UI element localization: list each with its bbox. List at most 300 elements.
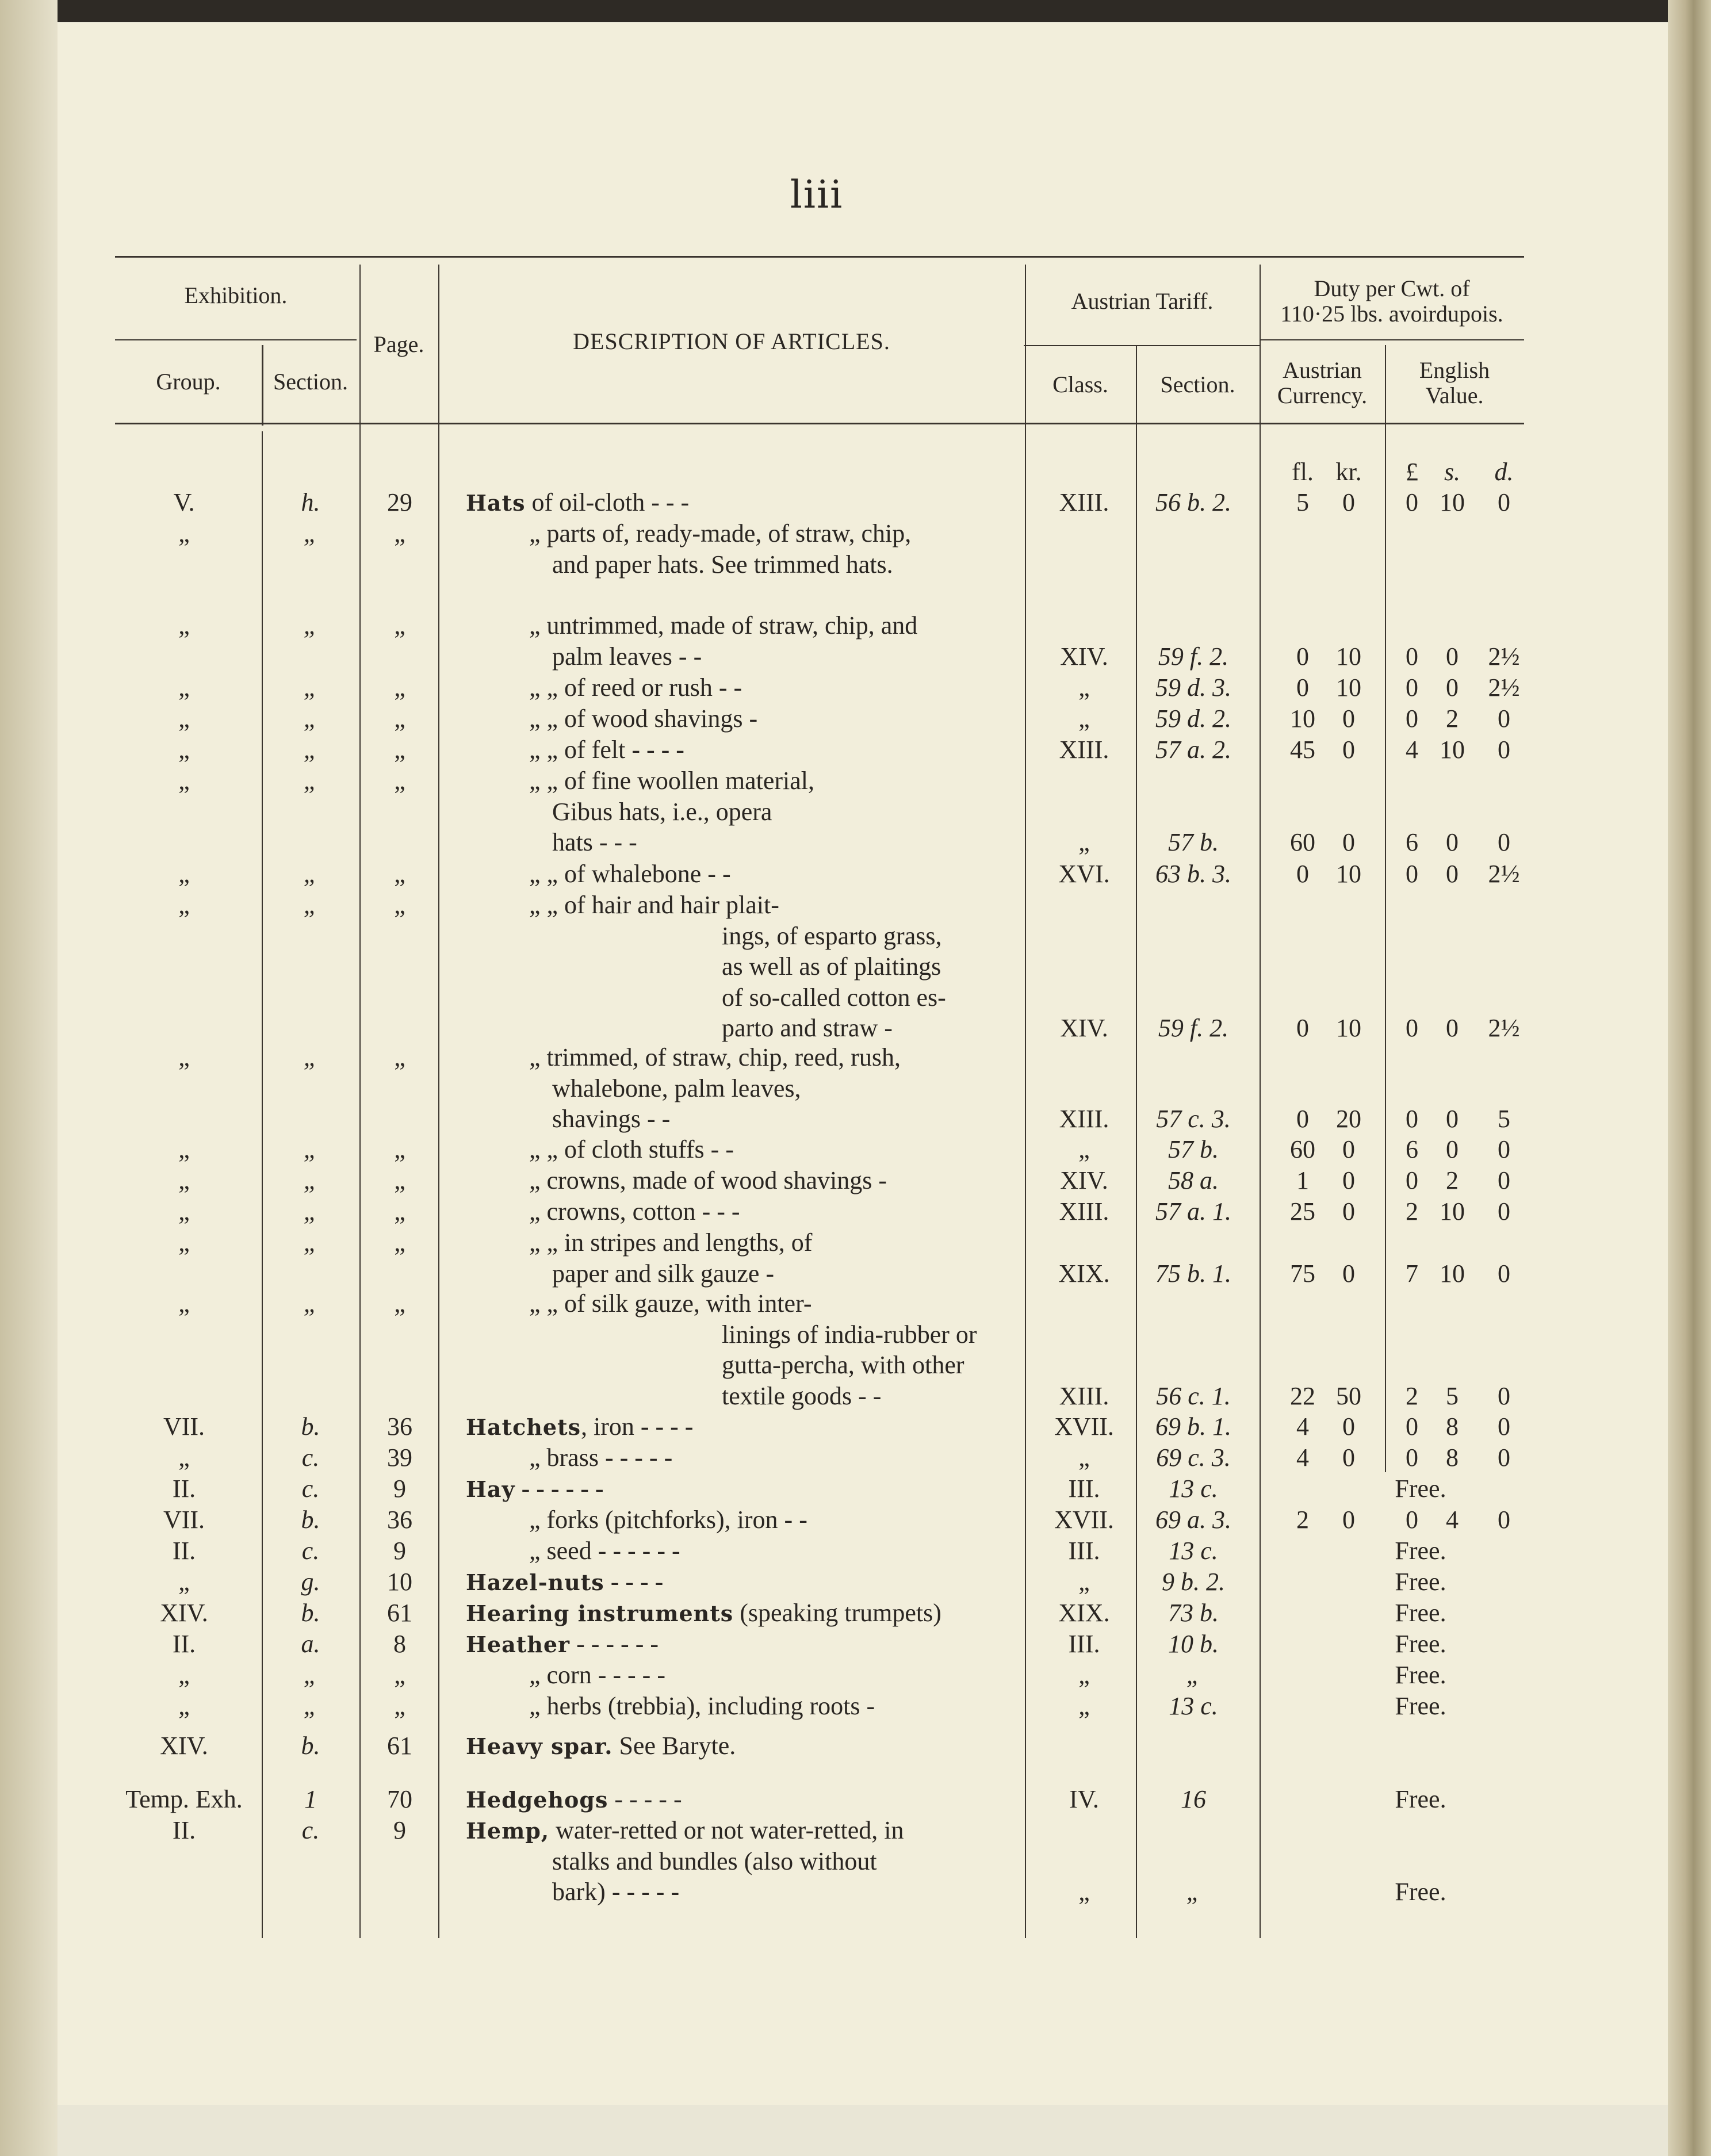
headword: Hay	[466, 1476, 515, 1502]
row-group: Temp. Exh.	[125, 1785, 243, 1813]
row-duty-florins: 60	[1290, 1135, 1315, 1163]
row-description-line: Hearing instruments (speaking trumpets)	[466, 1599, 941, 1627]
table-top-rule	[115, 256, 1524, 258]
row-description-line: Hedgehogs - - - - -	[466, 1785, 682, 1813]
row-section: „	[303, 611, 318, 639]
row-duty-pounds: 0	[1406, 1105, 1418, 1133]
row-duty-kreuzer: 0	[1342, 1166, 1355, 1194]
header-austrian-currency-1: Austrian	[1283, 357, 1362, 383]
row-tariff-section: 13 c.	[1169, 1692, 1218, 1720]
row-duty-florins: 60	[1290, 828, 1315, 856]
header-duty-line1: Duty per Cwt. of	[1314, 275, 1470, 301]
row-duty-florins: 45	[1290, 736, 1315, 764]
row-duty-pence: 0	[1498, 1381, 1510, 1410]
row-page: „	[394, 1692, 405, 1720]
row-page: 61	[387, 1599, 412, 1627]
row-page: 29	[387, 488, 412, 516]
row-description-line: as well as of plaitings	[722, 952, 941, 981]
row-group: „	[178, 1661, 190, 1689]
row-section: b.	[301, 1599, 320, 1627]
row-description-line: „ forks (pitchforks), iron - -	[529, 1506, 807, 1534]
row-tariff-section: „	[1186, 1878, 1201, 1906]
row-tariff-section: 9 b. 2.	[1162, 1568, 1225, 1596]
row-group: II.	[172, 1475, 196, 1503]
row-page: „	[394, 1197, 405, 1226]
row-description-line: of so-called cotton es-	[722, 983, 946, 1012]
row-group: „	[178, 736, 190, 764]
row-section: „	[303, 767, 318, 795]
row-group: „	[178, 1692, 190, 1720]
row-description-line: „ seed - - - - - -	[529, 1537, 680, 1565]
row-duty-kreuzer: 0	[1342, 1197, 1355, 1226]
row-page: „	[394, 767, 405, 795]
row-tariff-class: XVI.	[1058, 860, 1110, 888]
row-tariff-section: 59 f. 2.	[1158, 1014, 1229, 1042]
row-tariff-class: XIX.	[1058, 1259, 1110, 1288]
row-description-line: stalks and bundles (also without	[552, 1847, 877, 1875]
row-description-line: „ „ of wood shavings -	[529, 704, 758, 733]
row-duty-florins: 5	[1296, 488, 1309, 516]
row-description-line: whalebone, palm leaves,	[552, 1074, 801, 1102]
row-duty-kreuzer: 0	[1342, 828, 1355, 856]
row-duty-free: Free.	[1395, 1475, 1446, 1503]
row-duty-shillings: 10	[1440, 488, 1465, 516]
row-section: „	[303, 736, 318, 764]
row-duty-pounds: 0	[1406, 1014, 1418, 1042]
row-page: 10	[387, 1568, 412, 1596]
row-tariff-class: „	[1078, 1692, 1090, 1720]
row-tariff-section: 56 b. 2.	[1155, 488, 1231, 516]
row-description-line: ings, of esparto grass,	[722, 921, 942, 950]
row-page: „	[394, 1166, 405, 1194]
row-description-line: Hemp, water-retted or not water-retted, in	[466, 1816, 904, 1844]
header-section: Section.	[273, 369, 348, 395]
row-duty-free: Free.	[1395, 1630, 1446, 1658]
row-duty-kreuzer: 10	[1336, 642, 1361, 671]
row-tariff-section: 13 c.	[1169, 1537, 1218, 1565]
row-duty-shillings: 8	[1446, 1412, 1459, 1441]
row-duty-pounds: 6	[1406, 1135, 1418, 1163]
row-tariff-section: 59 f. 2.	[1158, 642, 1229, 671]
row-page: „	[394, 1135, 405, 1163]
row-tariff-class: XVII.	[1054, 1412, 1114, 1441]
headword: Hearing instruments	[466, 1600, 734, 1626]
row-page: 39	[387, 1443, 412, 1472]
row-duty-pence: 0	[1498, 1135, 1510, 1163]
row-section: „	[303, 1228, 318, 1257]
row-duty-pounds: 0	[1406, 860, 1418, 888]
row-page: „	[394, 860, 405, 888]
row-duty-free: Free.	[1395, 1661, 1446, 1689]
row-group: V.	[173, 488, 195, 516]
row-section: b.	[301, 1732, 320, 1760]
row-duty-kreuzer: 10	[1336, 1014, 1361, 1042]
row-duty-florins: 22	[1290, 1381, 1315, 1410]
row-group: „	[178, 1197, 190, 1226]
row-group: „	[178, 673, 190, 702]
row-tariff-section: 59 d. 2.	[1155, 704, 1231, 733]
row-duty-pounds: 0	[1406, 704, 1418, 733]
row-tariff-section: 57 a. 1.	[1155, 1197, 1231, 1226]
row-description-line: „ „ of fine woollen material,	[529, 767, 815, 795]
row-page: 8	[393, 1630, 406, 1658]
row-section: „	[303, 519, 318, 547]
row-group: VII.	[163, 1506, 205, 1534]
row-duty-kreuzer: 50	[1336, 1381, 1361, 1410]
row-duty-pence: 0	[1498, 1412, 1510, 1441]
row-description-line: „ herbs (trebbia), including roots -	[529, 1692, 875, 1720]
row-duty-free: Free.	[1395, 1599, 1446, 1627]
row-duty-pence: 0	[1498, 1166, 1510, 1194]
row-duty-pence: 5	[1498, 1105, 1510, 1133]
row-duty-pence: 0	[1498, 736, 1510, 764]
row-section: „	[303, 891, 318, 919]
row-duty-shillings: 2	[1446, 1166, 1459, 1194]
row-tariff-class: XIII.	[1059, 488, 1109, 516]
unit-d: d.	[1494, 458, 1514, 486]
row-tariff-class: XIII.	[1059, 1105, 1109, 1133]
row-description-line: „ „ of reed or rush - -	[529, 673, 742, 702]
row-section: „	[303, 1692, 318, 1720]
row-duty-shillings: 10	[1440, 736, 1465, 764]
row-duty-florins: 25	[1290, 1197, 1315, 1226]
row-duty-kreuzer: 0	[1342, 704, 1355, 733]
row-tariff-class: „	[1078, 1568, 1090, 1596]
row-tariff-section: 56 c. 1.	[1156, 1381, 1231, 1410]
row-duty-florins: 0	[1296, 642, 1309, 671]
row-section: „	[303, 1197, 318, 1226]
header-austrian-tariff: Austrian Tariff.	[1071, 288, 1214, 314]
header-english-value-1: English	[1419, 357, 1490, 383]
row-duty-kreuzer: 10	[1336, 860, 1361, 888]
header-tariff-class: Class.	[1052, 372, 1108, 397]
row-duty-pence: 0	[1498, 1197, 1510, 1226]
row-duty-pence: 2½	[1488, 1014, 1520, 1042]
row-tariff-section: 58 a.	[1168, 1166, 1219, 1194]
row-group: VII.	[163, 1412, 205, 1441]
row-duty-kreuzer: 20	[1336, 1105, 1361, 1133]
row-description-line: „ „ of hair and hair plait-	[529, 891, 779, 919]
row-group: „	[178, 767, 190, 795]
row-page: „	[394, 1661, 405, 1689]
row-description-line: paper and silk gauze -	[552, 1259, 775, 1288]
header-page: Page.	[373, 331, 424, 357]
row-tariff-section: 13 c.	[1169, 1475, 1218, 1503]
row-tariff-class: „	[1078, 1443, 1090, 1472]
row-duty-shillings: 0	[1446, 1014, 1459, 1042]
row-tariff-class: XIV.	[1060, 1166, 1108, 1194]
row-duty-pounds: 0	[1406, 1412, 1418, 1441]
row-duty-pence: 0	[1498, 1506, 1510, 1534]
row-description-line: „ „ in stripes and lengths, of	[529, 1228, 813, 1257]
row-tariff-class: III.	[1068, 1475, 1100, 1503]
row-duty-shillings: 0	[1446, 860, 1459, 888]
row-tariff-section: 73 b.	[1168, 1599, 1219, 1627]
row-duty-florins: 0	[1296, 673, 1309, 702]
row-tariff-class: III.	[1068, 1630, 1100, 1658]
headword: Heather	[466, 1632, 571, 1657]
header-bottom-rule	[115, 423, 1524, 424]
row-description-line: „ untrimmed, made of straw, chip, and	[529, 611, 918, 639]
row-duty-florins: 10	[1290, 704, 1315, 733]
scan-top-edge	[0, 0, 1711, 22]
row-section: b.	[301, 1506, 320, 1534]
row-tariff-section: „	[1186, 1661, 1201, 1689]
row-duty-pounds: 0	[1406, 673, 1418, 702]
row-tariff-class: XVII.	[1054, 1506, 1114, 1534]
row-group: „	[178, 1443, 190, 1472]
row-section: „	[303, 704, 318, 733]
row-duty-florins: 4	[1296, 1443, 1309, 1472]
row-page: 61	[387, 1732, 412, 1760]
row-duty-shillings: 0	[1446, 1135, 1459, 1163]
row-duty-pounds: 4	[1406, 736, 1418, 764]
header-austrian-currency-2: Currency.	[1277, 382, 1368, 408]
row-description-line: and paper hats. See trimmed hats.	[552, 550, 893, 579]
row-description-line: bark) - - - - -	[552, 1878, 680, 1906]
tariff-sub-rule	[1024, 345, 1260, 346]
row-duty-pounds: 7	[1406, 1259, 1418, 1288]
row-duty-shillings: 0	[1446, 1105, 1459, 1133]
row-description-line: linings of india-rubber or	[722, 1320, 977, 1349]
row-group: XIV.	[160, 1732, 208, 1760]
row-tariff-class: „	[1078, 1878, 1090, 1906]
row-duty-shillings: 2	[1446, 704, 1459, 733]
row-section: „	[303, 1135, 318, 1163]
header-exhibition: Exhibition.	[184, 282, 288, 308]
row-description-line: parto and straw -	[722, 1014, 893, 1042]
page-number: liii	[790, 173, 844, 217]
row-duty-free: Free.	[1395, 1785, 1446, 1813]
row-group: „	[178, 1289, 190, 1318]
row-duty-shillings: 0	[1446, 828, 1459, 856]
row-duty-kreuzer: 10	[1336, 673, 1361, 702]
row-page: „	[394, 736, 405, 764]
row-duty-shillings: 8	[1446, 1443, 1459, 1472]
row-page: „	[394, 673, 405, 702]
row-tariff-section: 57 b.	[1168, 1135, 1219, 1163]
header-tariff-section: Section.	[1160, 372, 1235, 397]
row-tariff-section: 16	[1181, 1785, 1206, 1813]
row-duty-florins: 0	[1296, 860, 1309, 888]
header-duty-line2: 110·25 lbs. avoirdupois.	[1280, 301, 1503, 327]
row-section: g.	[301, 1568, 320, 1596]
row-group: II.	[172, 1630, 196, 1658]
row-duty-shillings: 10	[1440, 1197, 1465, 1226]
row-page: 9	[393, 1816, 406, 1844]
row-group: „	[178, 1043, 190, 1071]
row-tariff-class: XIII.	[1059, 1381, 1109, 1410]
row-group: „	[178, 891, 190, 919]
row-duty-pence: 0	[1498, 1259, 1510, 1288]
row-duty-shillings: 4	[1446, 1506, 1459, 1534]
row-description-line: textile goods - -	[722, 1381, 882, 1410]
row-tariff-class: XIV.	[1060, 1014, 1108, 1042]
row-group: „	[178, 1228, 190, 1257]
exhibition-sub-rule	[115, 339, 357, 340]
header-description: DESCRIPTION OF ARTICLES.	[573, 328, 890, 354]
row-group: „	[178, 1568, 190, 1596]
row-tariff-class: XIII.	[1059, 736, 1109, 764]
row-group: „	[178, 1166, 190, 1194]
duty-sub-rule	[1260, 339, 1524, 340]
row-section: „	[303, 1661, 318, 1689]
row-tariff-class: XIV.	[1060, 642, 1108, 671]
row-duty-pounds: 0	[1406, 1506, 1418, 1534]
row-description-line: palm leaves - -	[552, 642, 702, 671]
row-duty-shillings: 10	[1440, 1259, 1465, 1288]
headword: Hedgehogs	[466, 1787, 608, 1813]
row-group: „	[178, 519, 190, 547]
row-tariff-section: 57 a. 2.	[1155, 736, 1231, 764]
row-duty-pence: 0	[1498, 1443, 1510, 1472]
row-section: „	[303, 1289, 318, 1318]
row-page: „	[394, 611, 405, 639]
row-description-line: Hats of oil-cloth - - -	[466, 488, 690, 516]
row-page: „	[394, 1289, 405, 1318]
row-tariff-class: „	[1078, 1135, 1090, 1163]
row-tariff-section: 75 b. 1.	[1155, 1259, 1231, 1288]
row-description-line: Hay - - - - - -	[466, 1475, 604, 1503]
row-group: II.	[172, 1816, 196, 1844]
row-description-line: Gibus hats, i.e., opera	[552, 797, 772, 826]
headword: Hemp,	[466, 1818, 550, 1844]
row-page: 36	[387, 1412, 412, 1441]
row-duty-pence: 0	[1498, 488, 1510, 516]
row-group: „	[178, 611, 190, 639]
unit-pound: £	[1406, 458, 1418, 486]
row-tariff-section: 69 b. 1.	[1155, 1412, 1231, 1441]
headword: Hazel-nuts	[466, 1569, 604, 1595]
row-duty-kreuzer: 0	[1342, 1259, 1355, 1288]
row-page: 9	[393, 1537, 406, 1565]
row-duty-florins: 75	[1290, 1259, 1315, 1288]
row-group: „	[178, 704, 190, 733]
row-duty-free: Free.	[1395, 1878, 1446, 1906]
row-section: 1	[304, 1785, 317, 1813]
row-duty-kreuzer: 0	[1342, 1412, 1355, 1441]
row-description-line: Heather - - - - - -	[466, 1630, 659, 1658]
row-duty-florins: 1	[1296, 1166, 1309, 1194]
col-rule-description	[1025, 265, 1026, 1938]
row-duty-pounds: 0	[1406, 642, 1418, 671]
row-duty-kreuzer: 0	[1342, 488, 1355, 516]
book-gutter	[1668, 0, 1711, 2156]
row-tariff-class: XIX.	[1058, 1599, 1110, 1627]
headword: Heavy spar.	[466, 1733, 613, 1759]
row-description-line: Hazel-nuts - - - -	[466, 1568, 664, 1596]
row-duty-free: Free.	[1395, 1537, 1446, 1565]
row-tariff-section: 69 a. 3.	[1155, 1506, 1231, 1534]
row-group: „	[178, 1135, 190, 1163]
row-description-line: „ trimmed, of straw, chip, reed, rush,	[529, 1043, 901, 1071]
unit-fl: fl.	[1292, 458, 1314, 486]
row-duty-kreuzer: 0	[1342, 1135, 1355, 1163]
row-description-line: „ „ of felt - - - -	[529, 736, 684, 764]
row-duty-pence: 2½	[1488, 673, 1520, 702]
row-tariff-class: „	[1078, 704, 1090, 733]
row-duty-florins: 0	[1296, 1105, 1309, 1133]
header-group: Group.	[156, 369, 221, 395]
row-page: „	[394, 1043, 405, 1071]
row-page: 9	[393, 1475, 406, 1503]
row-section: „	[303, 1043, 318, 1071]
col-rule-tariff	[1260, 265, 1261, 1938]
row-group: „	[178, 860, 190, 888]
row-description-line: „ crowns, made of wood shavings -	[529, 1166, 887, 1194]
row-tariff-section: 59 d. 3.	[1155, 673, 1231, 702]
row-section: c.	[301, 1443, 320, 1472]
row-duty-free: Free.	[1395, 1692, 1446, 1720]
row-duty-pounds: 6	[1406, 828, 1418, 856]
row-duty-pence: 0	[1498, 828, 1510, 856]
row-tariff-class: „	[1078, 1661, 1090, 1689]
row-duty-pence: 2½	[1488, 642, 1520, 671]
row-tariff-section: 57 b.	[1168, 828, 1219, 856]
row-tariff-class: III.	[1068, 1537, 1100, 1565]
row-description-line: hats - - -	[552, 828, 637, 856]
row-group: II.	[172, 1537, 196, 1565]
row-duty-free: Free.	[1395, 1568, 1446, 1596]
row-duty-kreuzer: 0	[1342, 736, 1355, 764]
scan-left-edge	[0, 0, 58, 2156]
row-description-line: „ „ of whalebone - -	[529, 860, 731, 888]
row-duty-pence: 0	[1498, 704, 1510, 733]
row-section: a.	[301, 1630, 320, 1658]
row-tariff-section: 69 c. 3.	[1156, 1443, 1231, 1472]
row-duty-pounds: 2	[1406, 1381, 1418, 1410]
row-duty-pounds: 0	[1406, 488, 1418, 516]
row-tariff-section: 63 b. 3.	[1155, 860, 1231, 888]
row-page: „	[394, 519, 405, 547]
col-rule-currency	[1385, 345, 1386, 1472]
row-duty-florins: 2	[1296, 1506, 1309, 1534]
row-page: 70	[387, 1785, 412, 1813]
row-tariff-section: 57 c. 3.	[1156, 1105, 1231, 1133]
row-description-line: Heavy spar. See Baryte.	[466, 1732, 736, 1760]
row-section: „	[303, 860, 318, 888]
row-description-line: „ corn - - - - -	[529, 1661, 665, 1689]
headword: Hatchets	[466, 1414, 581, 1440]
row-tariff-class: „	[1078, 828, 1090, 856]
row-duty-pence: 2½	[1488, 860, 1520, 888]
row-tariff-class: „	[1078, 673, 1090, 702]
row-duty-florins: 0	[1296, 1014, 1309, 1042]
row-duty-kreuzer: 0	[1342, 1443, 1355, 1472]
row-tariff-class: IV.	[1069, 1785, 1099, 1813]
col-rule-section	[359, 265, 361, 1938]
unit-s: s.	[1444, 458, 1461, 486]
row-duty-kreuzer: 0	[1342, 1506, 1355, 1534]
row-section: h.	[301, 488, 320, 516]
headword: Hats	[466, 490, 526, 516]
row-section: „	[303, 1166, 318, 1194]
row-description-line: „ „ of cloth stuffs - -	[529, 1135, 734, 1163]
header-english-value-2: Value.	[1425, 382, 1484, 408]
row-description-line: Hatchets, iron - - - -	[466, 1412, 694, 1441]
row-page: „	[394, 891, 405, 919]
row-description-line: „ brass - - - - -	[529, 1443, 673, 1472]
row-description-line: „ „ of silk gauze, with inter-	[529, 1289, 812, 1318]
row-group: XIV.	[160, 1599, 208, 1627]
row-description-line: gutta-percha, with other	[722, 1351, 964, 1379]
row-page: „	[394, 1228, 405, 1257]
row-duty-shillings: 5	[1446, 1381, 1459, 1410]
row-section: b.	[301, 1412, 320, 1441]
row-section: c.	[301, 1537, 320, 1565]
row-description-line: „ parts of, ready-made, of straw, chip,	[529, 519, 912, 547]
row-section: c.	[301, 1475, 320, 1503]
